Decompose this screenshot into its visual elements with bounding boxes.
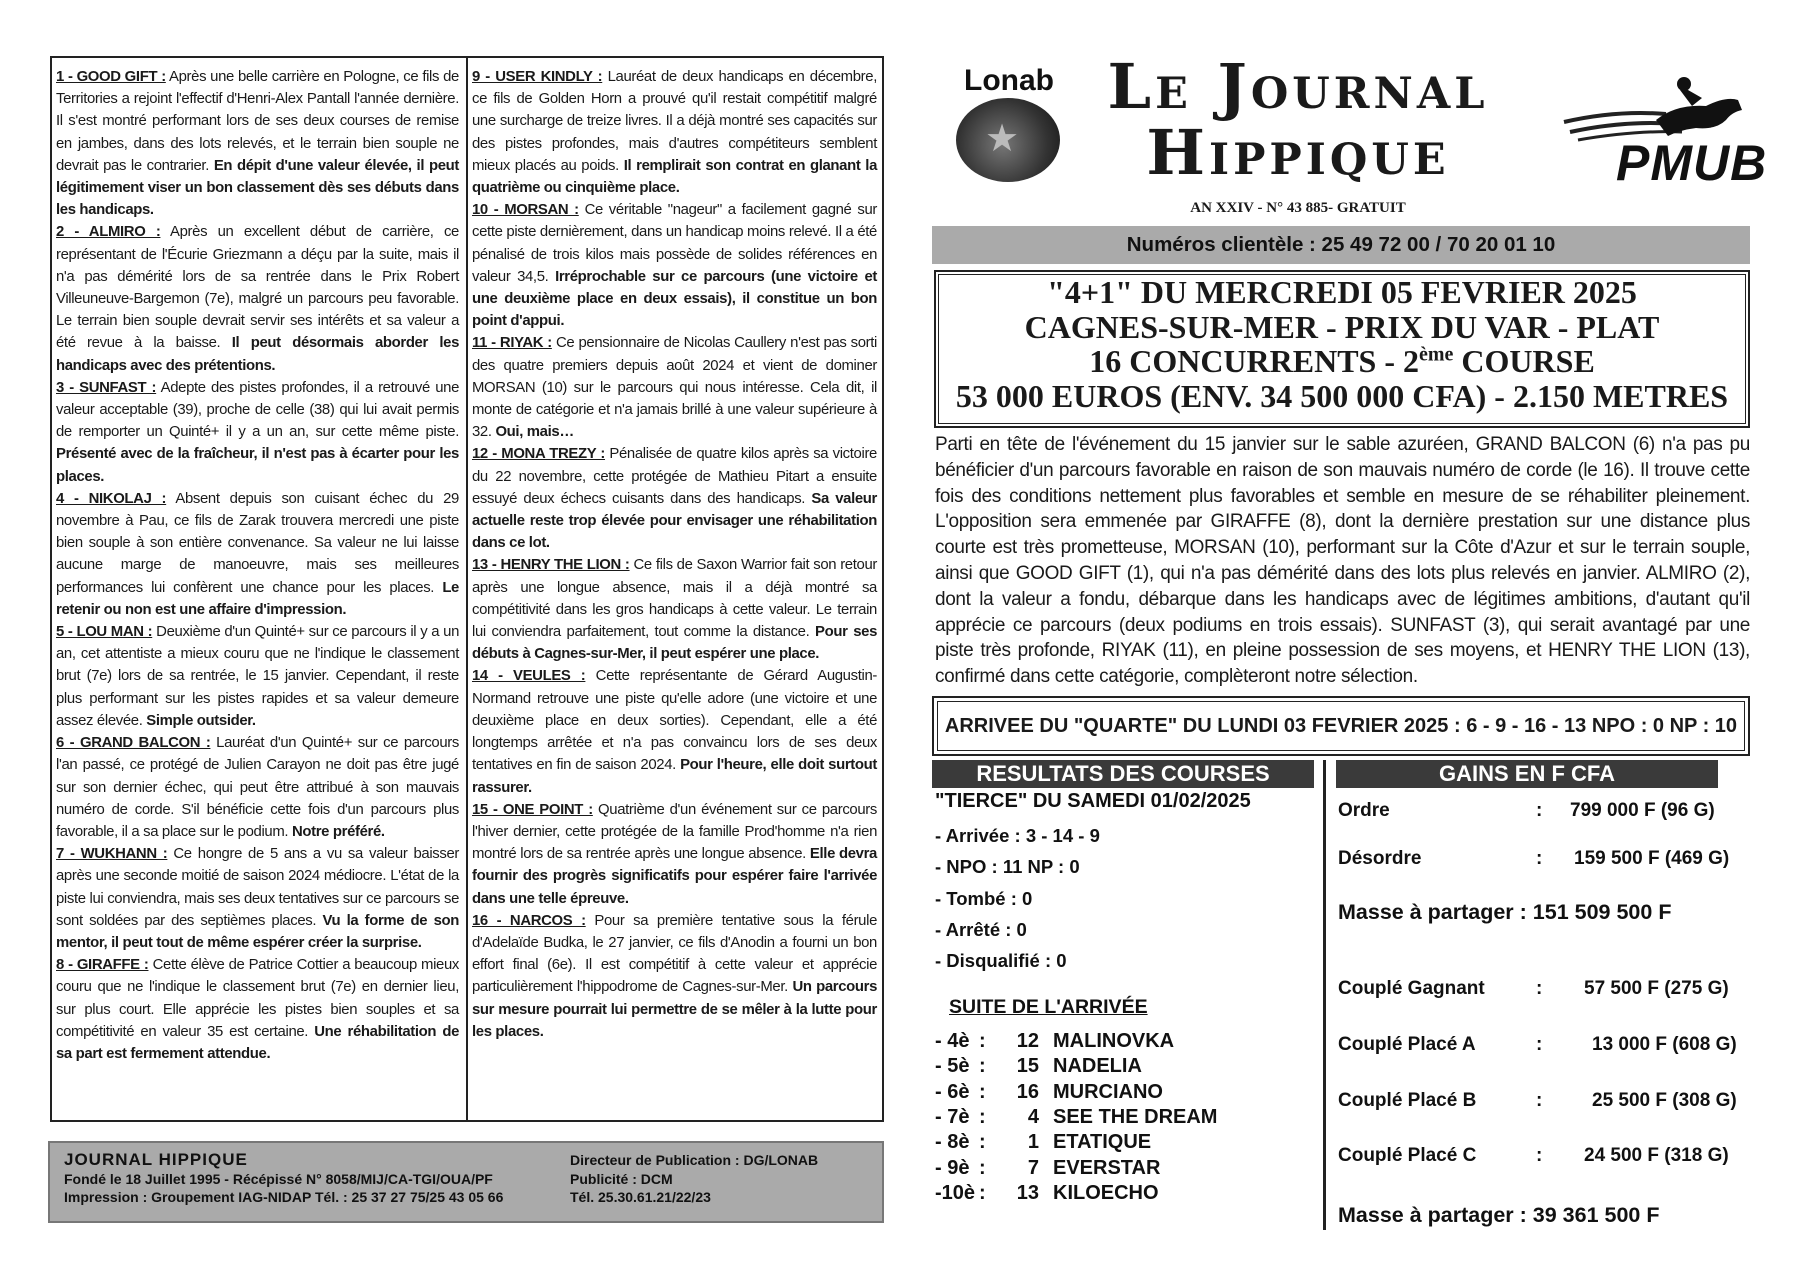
horse-comment: Pour sa première tentative sous la férule d'Adelaïde Budka, le 27 janvier, ce fils d'Anodin a fourni un bon effort final (6e). Il est compétitif à cette valeur et apprécie particulièrement l'hippodrome de Cagnes-sur-Mer. <box>472 912 878 996</box>
finish-name: KILOECHO <box>1053 1181 1159 1204</box>
horse-name: 12 - MONA TREZY : <box>472 446 606 463</box>
finish-separator: : <box>979 1156 986 1179</box>
pmub-logo-text: PMUB <box>1616 135 1768 191</box>
horse-entry <box>56 488 459 621</box>
column-divider <box>466 56 468 1122</box>
horse-verdict: Notre préféré. <box>291 823 385 840</box>
star-icon: ★ <box>984 118 1020 160</box>
horse-entry <box>472 443 877 554</box>
horse-comment: Cette représentante de Gérard Augustin-Normand retrouve une piste qu'elle adore (une victoire et une deuxième place en deux sorties). Cependant, elle a été longtemps arrêtée et n'a pas convaincu lors de ses deux tentatives en fin de saison 2024. <box>472 668 877 774</box>
prognosis-column-1 <box>56 66 459 1065</box>
finish-separator: : <box>979 1105 986 1128</box>
footer-left <box>64 1151 503 1207</box>
horse-name: 4 - NIKOLAJ : <box>56 490 167 507</box>
horse-name: 8 - GIRAFFE : <box>56 957 149 974</box>
horse-verdict: Sa valeur actuelle reste trop élevée pour envisager une réhabilitation dans ce lot. <box>472 490 877 552</box>
finish-name: NADELIA <box>1053 1055 1142 1078</box>
gain-colon: : <box>1536 800 1543 821</box>
horse-comment: Ce véritable "nageur" a facilement gagné sur cette piste dernièrement, dans un handicap moins relevé. Il a été pénalisé de trois kilos mais possède de solides références en valeur 34,5. <box>472 202 877 285</box>
horse-entry <box>472 799 877 910</box>
gain-value: 159 500 F (469 G) <box>1574 848 1730 869</box>
horse-entry <box>472 554 877 665</box>
gain-colon: : <box>1536 1034 1543 1055</box>
title-line-1: Le Journal <box>1107 50 1489 123</box>
finish-num: 13 <box>1016 1181 1039 1204</box>
results-divider <box>1323 760 1326 1230</box>
gain-masse-2: Masse à partager : 39 361 500 F <box>1338 1203 1660 1227</box>
result-tombe: - Tombé : 0 <box>935 888 1033 909</box>
race-title <box>938 274 1746 424</box>
horse-entry <box>472 66 877 199</box>
horse-entry <box>56 377 459 488</box>
finish-row <box>935 1106 1217 1129</box>
horse-name: 13 - HENRY THE LION : <box>472 557 630 574</box>
horse-comment: Lauréat de deux handicaps en décembre, ce fils de Golden Horn a prouvé qu'il restait compétitif malgré une surcharge de treize livres. Il a déjà montré ses capacités sur des pistes profondes, mais d'autres compétiteurs semblent mieux placés au poids. <box>472 69 877 174</box>
result-npo: - NPO : 11 NP : 0 <box>935 856 1080 877</box>
horse-verdict: Un parcours sur mesure pourrait lui permettre de se mêler à la lutte pour les places. <box>472 979 878 1040</box>
finish-num: 4 <box>1027 1105 1039 1128</box>
horse-verdict: Présenté avec de la fraîcheur, il n'est pas à écarter pour les places. <box>56 446 459 485</box>
gain-label: Ordre <box>1338 800 1390 821</box>
horse-verdict: Il remplirait son contrat en glanant la quatrième ou cinquième place. <box>472 157 877 197</box>
lonab-logo <box>948 64 1070 184</box>
horse-verdict: Elle devra fournir des progrès significatifs pour espérer faire l'arrivée dans une telle épreuve. <box>472 846 877 907</box>
result-arrete: - Arrêté : 0 <box>935 919 1027 940</box>
horse-comment: Quatrième d'un événement sur ce parcours l'hiver dernier, cette protégée de la famille Prod'homme n'a rien montré lors de sa rentrée après une longue absence. <box>472 801 877 863</box>
gain-colon: : <box>1536 848 1543 869</box>
footer-founded: Fondé le 18 Juillet 1995 - Récépissé N° 8058/MIJ/CA-TGI/OUA/PF <box>64 1170 493 1187</box>
gain-label: Couplé Placé A <box>1338 1034 1476 1055</box>
finish-name: MURCIANO <box>1053 1080 1163 1103</box>
gain-value: 24 500 F (318 G) <box>1584 1145 1729 1166</box>
horse-verdict: Pour l'heure, elle doit surtout rassurer. <box>472 757 877 796</box>
horse-name: 10 - MORSAN : <box>472 202 579 219</box>
tierce-title: "TIERCE" DU SAMEDI 01/02/2025 <box>935 790 1251 812</box>
gain-label: Couplé Placé C <box>1338 1145 1477 1166</box>
horse-comment: Pénalisée de quatre kilos après sa victoire du 22 novembre, cette protégée de Mathieu Pitart a ensuite essuyé deux échecs cuisants dans des handicaps. <box>472 446 877 507</box>
results-header: RESULTATS DES COURSES <box>932 760 1314 788</box>
horse-comment: Adepte des pistes profondes, il a retrouvé une valeur acceptable (39), proche de celle (38) qui lui avait permis de remporter un Quinté+ il y a un an, sur cette même piste. <box>56 379 459 441</box>
horse-name: 16 - NARCOS : <box>472 912 586 929</box>
suite-title: SUITE DE L'ARRIVÉE <box>949 996 1148 1018</box>
horse-comment: Après une belle carrière en Pologne, ce fils de Territories a rejoint l'effectif d'Henri-Alex Pantall l'année dernière. Il s'est montré performant lors de ses deux courses de remise en jambes, dans des lots relevés, et le terrain bien souple ne devrait pas le contrarier. <box>56 69 459 174</box>
race-line-4: 53 000 EUROS (ENV. 34 500 000 CFA) - 2.150 METRES <box>955 377 1729 414</box>
horse-entry <box>56 954 459 1065</box>
race-summary: Parti en tête de l'événement du 15 janvier sur le sable azuréen, GRAND BALCON (6) n'a pas pu bénéficier d'un parcours favorable en raison de son mauvais numéro de corde (le 16). Il trouve cette fois des conditions nettement plus favorables et semble en mesure de se réhabiliter pleinement. L'opposition sera emmenée par GIRAFFE (8), dont la dernière prestation sur une distance plus courte est très prometteuse, MORSAN (10), performant sur la Côte d'Azur et sur le terrain souple, ainsi que GOOD GIFT (1), qui n'a pas démérité dans des lots plus relevés en janvier. ALMIRO (2), dont la valeur a fondu, débarque dans les handicaps avec de légitimes ambitions, d'autant qu'il apprécie ce parcours (deux podiums en trois essais). SUNFAST (3), qui serait avantagé par une piste très profonde, RIYAK (11), en pleine possession de ses moyens, et HENRY THE LION (13), confirmé dans cette catégorie, complèteront notre sélection. <box>935 434 1750 688</box>
finish-name: ETATIQUE <box>1053 1131 1152 1154</box>
masthead-footer <box>48 1141 884 1223</box>
horse-verdict: Il peut désormais aborder les handicaps avec des prétentions. <box>56 335 459 374</box>
arrivee-box <box>932 696 1750 756</box>
horse-name: 7 - WUKHANN : <box>56 846 168 863</box>
finish-num: 1 <box>1027 1131 1039 1154</box>
horse-name: 1 - GOOD GIFT : <box>56 69 166 85</box>
pmub-logo <box>1556 70 1768 191</box>
horse-verdict: En dépit d'une valeur élevée, il peut légitimement viser un bon classement dès ses débuts dans les handicaps. <box>56 157 459 219</box>
edition-number: AN XXIV - N° 43 885- GRATUIT <box>1190 200 1406 216</box>
finish-row <box>935 1157 1160 1180</box>
gains-header: GAINS EN F CFA <box>1336 760 1718 788</box>
gain-label: Couplé Gagnant <box>1338 978 1485 999</box>
finish-separator: : <box>979 1181 986 1204</box>
result-disqualifie: - Disqualifié : 0 <box>935 950 1067 971</box>
finish-rank: - 4è <box>935 1030 970 1052</box>
finish-row <box>935 1055 1142 1078</box>
horse-verdict: Une réhabilitation de sa part est fermement attendue. <box>56 1023 459 1062</box>
finish-separator: : <box>979 1080 986 1103</box>
race-line-3-post: COURSE <box>1453 343 1595 379</box>
race-line-2: CAGNES-SUR-MER - PRIX DU VAR - PLAT <box>1024 308 1660 345</box>
finish-num: 7 <box>1027 1156 1039 1179</box>
finish-separator: : <box>979 1131 986 1154</box>
footer-director: Directeur de Publication : DG/LONAB <box>570 1152 819 1168</box>
finish-rank: -10è <box>935 1181 976 1204</box>
horse-verdict: Vu la forme de son mentor, il peut tout de même espérer créer la surprise. <box>56 912 459 951</box>
horse-name: 15 - ONE POINT : <box>472 801 593 818</box>
finish-rank: - 6è <box>935 1080 970 1103</box>
horse-name: 9 - USER KINDLY : <box>472 69 603 85</box>
finish-row <box>935 1131 1151 1154</box>
finish-row <box>935 1182 1159 1205</box>
horse-verdict: Oui, mais… <box>495 424 574 441</box>
result-arrivee: - Arrivée : 3 - 14 - 9 <box>935 825 1100 846</box>
finish-num: 16 <box>1016 1080 1039 1103</box>
gain-value: 799 000 F (96 G) <box>1570 800 1715 821</box>
newspaper-title <box>1088 50 1508 189</box>
horse-rider-icon <box>1556 70 1746 144</box>
race-line-1: "4+1" DU MERCREDI 05 FEVRIER 2025 <box>1047 274 1637 310</box>
horse-entry <box>56 732 459 843</box>
horse-name: 14 - VEULES : <box>472 668 586 685</box>
finish-separator: : <box>979 1030 986 1052</box>
horse-verdict: Le retenir ou non est une affaire d'impression. <box>56 579 459 618</box>
horse-verdict: Irréprochable sur ce parcours (une victoire et une deuxième place en deux essais), il constitue un bon point d'appui. <box>472 268 877 330</box>
horse-comment: Ce pensionnaire de Nicolas Caullery n'est pas sorti des quatre premiers depuis août 2024 et vient de dominer MORSAN (10) sur le parcours qui nous intéresse. Cela dit, il monte de catégorie et n'a jamais brillé à une valeur supérieure à 32. <box>472 335 877 441</box>
gain-label: Désordre <box>1338 848 1422 869</box>
finish-rank: - 9è <box>935 1156 970 1179</box>
gain-label: Couplé Placé B <box>1338 1090 1477 1111</box>
gain-masse-1: Masse à partager : 151 509 500 F <box>1338 900 1672 924</box>
footer-title: JOURNAL HIPPIQUE <box>64 1150 248 1169</box>
gain-value: 25 500 F (308 G) <box>1592 1090 1737 1111</box>
race-line-3-pre: 16 CONCURRENTS - 2 <box>1089 343 1419 379</box>
horse-comment: Deuxième d'un Quinté+ sur ce parcours il y a un an, cet attentiste a mieux couru que ne l'indique le classement brut (7e) lors de sa rentrée, le 15 janvier. Cependant, il reste plus performant sur les pistes rapides et sa valeur demeure assez élevée. <box>56 624 459 729</box>
horse-verdict: Simple outsider. <box>146 712 256 729</box>
horse-comment: Ce hongre de 5 ans a vu sa valeur baisser après une seconde moitié de saison 2024 médiocre. L'état de la piste lui conviendra, mais ses deux tentatives sur ce parcours se sont soldées par des septièmes places. <box>56 846 460 929</box>
horse-entry <box>472 910 877 1043</box>
lonab-logo-text: Lonab <box>964 64 1054 97</box>
finish-row <box>935 1081 1163 1104</box>
footer-printing: Impression : Groupement IAG-NIDAP Tél. : 25 37 27 75/25 43 05 66 <box>64 1189 504 1205</box>
finish-num: 12 <box>1016 1030 1039 1052</box>
finish-row <box>935 1030 1174 1053</box>
arrivee-text: ARRIVEE DU "QUARTE" DU LUNDI 03 FEVRIER 2025 : 6 - 9 - 16 - 13 NPO : 0 NP : 10 <box>937 701 1745 751</box>
race-line-3-sup: ème <box>1419 343 1454 366</box>
prognosis-column-2 <box>472 66 877 1043</box>
horse-entry <box>56 621 459 732</box>
footer-advertising: Publicité : DCM <box>570 1170 673 1187</box>
footer-right <box>570 1151 818 1207</box>
race-line-3 <box>939 344 1745 379</box>
finish-rank: - 5è <box>935 1055 970 1078</box>
horse-verdict: Pour ses débuts à Cagnes-sur-Mer, il peut espérer une place. <box>472 624 878 663</box>
horse-entry <box>56 221 459 376</box>
horse-comment: Après un excellent début de carrière, ce représentant de l'Écurie Griezmann a déçu par la suite, mais il n'a pas démérité lors de sa rentrée dans le Prix Robert Villeuneuve-Bargemon (7e), malgré un parcours peu favorable. Le terrain bien souple devrait servir ses intérêts et sa valeur a été revue à la baisse. <box>56 224 459 352</box>
gain-value: 57 500 F (275 G) <box>1584 978 1729 999</box>
horse-entry <box>472 332 877 443</box>
horse-entry <box>56 66 459 221</box>
race-title-box <box>934 270 1750 428</box>
horse-name: 5 - LOU MAN : <box>56 624 153 641</box>
finish-name: EVERSTAR <box>1053 1156 1161 1179</box>
horse-name: 11 - RIYAK : <box>472 335 552 352</box>
finish-name: SEE THE DREAM <box>1053 1105 1218 1128</box>
gain-colon: : <box>1536 978 1543 999</box>
horse-name: 3 - SUNFAST : <box>56 379 157 396</box>
horse-comment: Lauréat d'un Quinté+ sur ce parcours l'an passé, ce protégé de Julien Carayon ne doit pas être jugé sur son dernier échec, qui peut être attribué à son mauvais numéro de corde. S'il bénéficie cette fois d'un parcours plus favorable, il a sa place sur le podium. <box>56 735 459 840</box>
footer-phone: Tél. 25.30.61.21/22/23 <box>570 1189 711 1205</box>
horse-comment: Absent depuis son cuisant échec du 29 novembre à Pau, ce fils de Zarak trouvera mercredi une piste bien souple à son entière convenance. Sa valeur ne lui laisse aucune marge de manoeuvre, mais ses meilleures performances lui confèrent une chance pour les places. <box>56 490 459 596</box>
gain-colon: : <box>1536 1145 1543 1166</box>
finish-rank: - 7è <box>935 1105 970 1128</box>
horse-entry <box>472 665 877 798</box>
horse-entry <box>56 843 459 954</box>
horse-name: 6 - GRAND BALCON : <box>56 735 211 752</box>
client-numbers-bar: Numéros clientèle : 25 49 72 00 / 70 20 01 10 <box>932 226 1750 264</box>
finish-name: MALINOVKA <box>1053 1030 1175 1052</box>
title-line-2: Hippique <box>1146 116 1450 189</box>
finish-rank: - 8è <box>935 1131 970 1154</box>
horse-comment: Cette élève de Patrice Cottier a beaucoup mieux couru que ne l'indique le classement brut (7e) en dernier lieu, sur plus court. Elle apprécie les pistes bien souples et sa compétitivité en valeur 35 est certaine. <box>56 957 459 1040</box>
finish-num: 15 <box>1016 1055 1039 1078</box>
finish-separator: : <box>979 1055 986 1078</box>
horse-comment: Ce fils de Saxon Warrior fait son retour après une longue absence, mais il a déjà montré sa compétitivité dans les gros handicaps à cette valeur. Le terrain lui conviendra parfaitement, tout comme la distance. <box>472 557 877 641</box>
horse-name: 2 - ALMIRO : <box>56 224 161 241</box>
gain-colon: : <box>1536 1090 1543 1111</box>
gain-value: 13 000 F (608 G) <box>1592 1034 1737 1055</box>
horse-entry <box>472 199 877 332</box>
